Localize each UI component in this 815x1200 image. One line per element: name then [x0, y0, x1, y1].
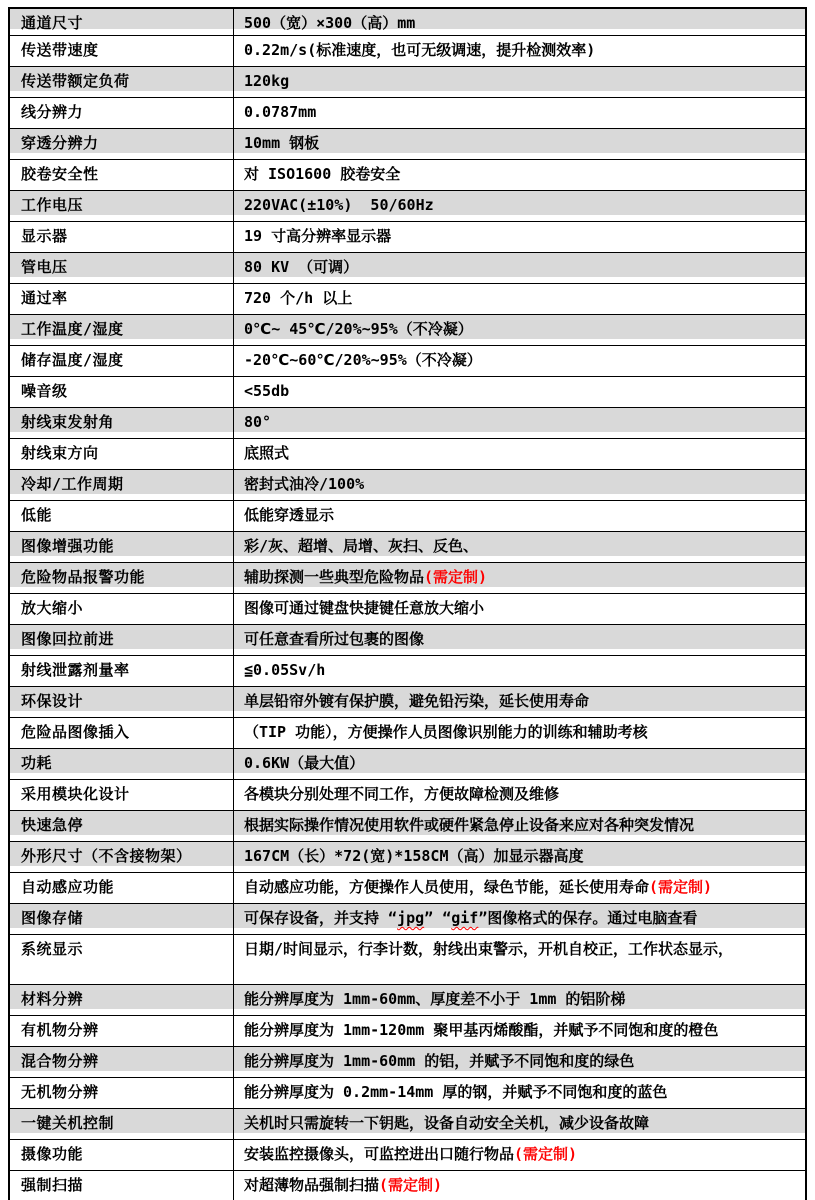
- spec-value-text: 能分辨厚度为 0.2mm-14mm 厚的钢，并赋予不同饱和度的蓝色: [244, 1083, 668, 1101]
- spec-parameter-cell: 混合物分辨: [10, 1047, 234, 1077]
- spec-row: [10, 780, 805, 811]
- spec-row: [10, 1109, 805, 1140]
- spec-parameter-cell: 通道尺寸: [10, 9, 234, 35]
- spec-parameter-cell: 通过率: [10, 284, 234, 314]
- spec-value-text: 对超薄物品强制扫描: [244, 1176, 380, 1194]
- spec-row: [10, 625, 805, 656]
- spec-row: [10, 718, 805, 749]
- spec-value-text: 220VAC(±10%) 50/60Hz: [244, 196, 434, 214]
- spec-parameter-cell: 噪音级: [10, 377, 234, 407]
- spec-value-text: 19 寸高分辨率显示器: [244, 227, 392, 245]
- spec-parameter-cell: 图像增强功能: [10, 532, 234, 562]
- spec-row: [10, 9, 805, 36]
- spec-value-text: 彩/灰、超增、局增、灰扫、反色、: [244, 537, 479, 555]
- spec-value-text: -20℃~60℃/20%~95%（不冷凝）: [244, 351, 482, 369]
- spec-value-cell: [234, 470, 805, 500]
- spec-row: [10, 253, 805, 284]
- spec-row: [10, 1078, 805, 1109]
- spec-row: [10, 1171, 805, 1200]
- spec-parameter-cell: 外形尺寸（不含接物架）: [10, 842, 234, 872]
- spec-value-cell: [234, 749, 805, 779]
- spec-parameter-cell: 图像回拉前进: [10, 625, 234, 655]
- spec-parameter-cell: 储存温度/湿度: [10, 346, 234, 376]
- spec-parameter-cell: 摄像功能: [10, 1140, 234, 1170]
- spec-value-text: 图像可通过键盘快捷键任意放大缩小: [244, 599, 485, 617]
- spec-row: [10, 687, 805, 718]
- spec-value-cell: [234, 284, 805, 314]
- spec-value-cell: [234, 9, 805, 35]
- spec-parameter-cell: 采用模块化设计: [10, 780, 234, 810]
- spec-row: [10, 377, 805, 408]
- spec-value-cell: [234, 346, 805, 376]
- spec-row: [10, 470, 805, 501]
- spec-row: [10, 935, 805, 985]
- spec-parameter-cell: 危险品图像插入: [10, 718, 234, 748]
- spec-value-text: ”图像格式的保存。通过电脑查看: [478, 909, 698, 927]
- spec-value-cell: [234, 656, 805, 686]
- spec-value-text: 安装监控摄像头，可监控进出口随行物品: [244, 1145, 515, 1163]
- spec-value-text: 对 ISO1600 胶卷安全: [244, 165, 401, 183]
- spec-row: [10, 1016, 805, 1047]
- spec-parameter-cell: 图像存储: [10, 904, 234, 934]
- custom-required-note: (需定制): [649, 878, 713, 896]
- spec-parameter-cell: 胶卷安全性: [10, 160, 234, 190]
- spec-row: [10, 315, 805, 346]
- spec-parameter-cell: 穿透分辨力: [10, 129, 234, 159]
- spec-row: [10, 222, 805, 253]
- spec-parameter-cell: 放大缩小: [10, 594, 234, 624]
- spec-parameter-cell: 射线泄露剂量率: [10, 656, 234, 686]
- spec-parameter-cell: 管电压: [10, 253, 234, 283]
- spec-parameter-cell: 射线束发射角: [10, 408, 234, 438]
- spec-row: [10, 749, 805, 780]
- spec-row: [10, 873, 805, 904]
- spec-value-cell: [234, 935, 805, 984]
- spec-table: [8, 7, 807, 1200]
- spec-row: [10, 501, 805, 532]
- spellcheck-word: gif: [451, 909, 479, 927]
- spec-value-cell: [234, 1047, 805, 1077]
- spec-row: [10, 1047, 805, 1078]
- spec-value-cell: [234, 594, 805, 624]
- spec-value-text: 能分辨厚度为 1mm-120mm 聚甲基丙烯酸酯，并赋予不同饱和度的橙色: [244, 1021, 719, 1039]
- spec-value-cell: [234, 36, 805, 66]
- spec-parameter-cell: 显示器: [10, 222, 234, 252]
- spec-parameter-cell: 低能: [10, 501, 234, 531]
- spec-value-cell: [234, 1016, 805, 1046]
- spec-value-text: 密封式油冷/100%: [244, 475, 365, 493]
- spec-parameter-cell: 工作电压: [10, 191, 234, 221]
- spec-parameter-cell: 有机物分辨: [10, 1016, 234, 1046]
- spec-parameter-cell: 环保设计: [10, 687, 234, 717]
- spec-parameter-cell: 无机物分辨: [10, 1078, 234, 1108]
- spec-value-cell: [234, 985, 805, 1015]
- spec-value-text: 日期/时间显示，行李计数，射线出束警示，开机自校正，工作状态显示，: [244, 940, 734, 958]
- spec-value-text: 关机时只需旋转一下钥匙，设备自动安全关机，减少设备故障: [244, 1114, 650, 1132]
- spec-row: [10, 904, 805, 935]
- spec-value-cell: [234, 1109, 805, 1139]
- spec-value-cell: [234, 377, 805, 407]
- spec-value-cell: [234, 687, 805, 717]
- spec-row: [10, 594, 805, 625]
- spec-parameter-cell: 危险物品报警功能: [10, 563, 234, 593]
- spec-parameter-cell: 传送带速度: [10, 36, 234, 66]
- spec-row: [10, 36, 805, 67]
- spec-value-text: 底照式: [244, 444, 290, 462]
- spec-parameter-cell: 系统显示: [10, 935, 234, 984]
- spec-value-cell: [234, 439, 805, 469]
- spec-value-text: 167CM（长）*72(宽)*158CM（高）加显示器高度: [244, 847, 584, 865]
- spec-value-cell: [234, 1140, 805, 1170]
- spec-value-text: 0.0787mm: [244, 103, 317, 121]
- spec-value-cell: [234, 253, 805, 283]
- spec-value-cell: [234, 780, 805, 810]
- spec-parameter-cell: 快速急停: [10, 811, 234, 841]
- spec-value-text: 各模块分别处理不同工作，方便故障检测及维修: [244, 785, 560, 803]
- spec-row: [10, 67, 805, 98]
- spec-value-text: 单层铅帘外镀有保护膜，避免铅污染，延长使用寿命: [244, 692, 590, 710]
- spec-value-text: 辅助探测一些典型危险物品: [244, 568, 425, 586]
- spec-row: [10, 563, 805, 594]
- custom-required-note: (需定制): [424, 568, 488, 586]
- spec-value-cell: [234, 842, 805, 872]
- spec-row: [10, 408, 805, 439]
- spec-value-cell: [234, 222, 805, 252]
- spec-value-text: 0.6KW（最大值）: [244, 754, 365, 772]
- spec-value-text: 80 KV （可调）: [244, 258, 359, 276]
- spec-parameter-cell: 一键关机控制: [10, 1109, 234, 1139]
- spec-value-cell: [234, 532, 805, 562]
- spec-value-cell: [234, 129, 805, 159]
- spec-parameter-cell: 材料分辨: [10, 985, 234, 1015]
- spec-row: [10, 1140, 805, 1171]
- spec-value-cell: [234, 160, 805, 190]
- spec-value-text: 能分辨厚度为 1mm-60mm、厚度差不小于 1mm 的铝阶梯: [244, 990, 626, 1008]
- spellcheck-word: jpg: [397, 909, 425, 927]
- spec-parameter-cell: 传送带额定负荷: [10, 67, 234, 97]
- spec-value-text: 500（宽）×300（高）mm: [244, 14, 416, 32]
- spec-parameter-cell: 冷却/工作周期: [10, 470, 234, 500]
- spec-value-cell: [234, 408, 805, 438]
- custom-required-note: (需定制): [514, 1145, 578, 1163]
- spec-value-text: 0℃~ 45℃/20%~95%（不冷凝）: [244, 320, 473, 338]
- spec-parameter-cell: 强制扫描: [10, 1171, 234, 1200]
- spec-parameter-cell: 射线束方向: [10, 439, 234, 469]
- spec-value-text: 720 个/h 以上: [244, 289, 353, 307]
- spec-row: [10, 191, 805, 222]
- spec-value-cell: [234, 98, 805, 128]
- spec-value-text: 可任意查看所过包裹的图像: [244, 630, 425, 648]
- spec-value-text: 10mm 钢板: [244, 134, 320, 152]
- spec-row: [10, 842, 805, 873]
- spec-row: [10, 656, 805, 687]
- spec-row: [10, 532, 805, 563]
- spec-parameter-cell: 线分辨力: [10, 98, 234, 128]
- spec-value-cell: [234, 501, 805, 531]
- spec-row: [10, 346, 805, 377]
- spec-value-text: （TIP 功能），方便操作人员图像识别能力的训练和辅助考核: [244, 723, 648, 741]
- spec-value-cell: [234, 315, 805, 345]
- spec-row: [10, 985, 805, 1016]
- spec-value-text: 低能穿透显示: [244, 506, 335, 524]
- spec-value-cell: [234, 1171, 805, 1200]
- spec-value-cell: [234, 904, 805, 934]
- spec-value-text: ≦0.05Sv/h: [244, 661, 326, 679]
- spec-row: [10, 98, 805, 129]
- spec-value-text: 120kg: [244, 72, 290, 90]
- spec-value-text: 能分辨厚度为 1mm-60mm 的铝，并赋予不同饱和度的绿色: [244, 1052, 635, 1070]
- spec-value-text: ” “: [424, 909, 452, 927]
- spec-value-cell: [234, 1078, 805, 1108]
- spec-row: [10, 284, 805, 315]
- spec-row: [10, 129, 805, 160]
- spec-value-cell: [234, 625, 805, 655]
- spec-row: [10, 160, 805, 191]
- spec-value-cell: [234, 67, 805, 97]
- spec-parameter-cell: 工作温度/湿度: [10, 315, 234, 345]
- custom-required-note: (需定制): [379, 1176, 443, 1194]
- spec-value-cell: [234, 191, 805, 221]
- spec-value-text: 自动感应功能，方便操作人员使用，绿色节能，延长使用寿命: [244, 878, 650, 896]
- spec-parameter-cell: 自动感应功能: [10, 873, 234, 903]
- spec-value-text: <55db: [244, 382, 290, 400]
- spec-parameter-cell: 功耗: [10, 749, 234, 779]
- spec-value-text: 可保存设备，并支持 “: [244, 909, 398, 927]
- spec-value-cell: [234, 811, 805, 841]
- spec-value-cell: [234, 718, 805, 748]
- spec-value-cell: [234, 563, 805, 593]
- spec-row: [10, 439, 805, 470]
- spec-value-text: 80°: [244, 413, 272, 431]
- spec-value-text: 0.22m/s(标准速度，也可无级调速，提升检测效率): [244, 41, 596, 59]
- spec-value-text: 根据实际操作情况使用软件或硬件紧急停止设备来应对各种突发情况: [244, 816, 695, 834]
- spec-row: [10, 811, 805, 842]
- spec-value-cell: [234, 873, 805, 903]
